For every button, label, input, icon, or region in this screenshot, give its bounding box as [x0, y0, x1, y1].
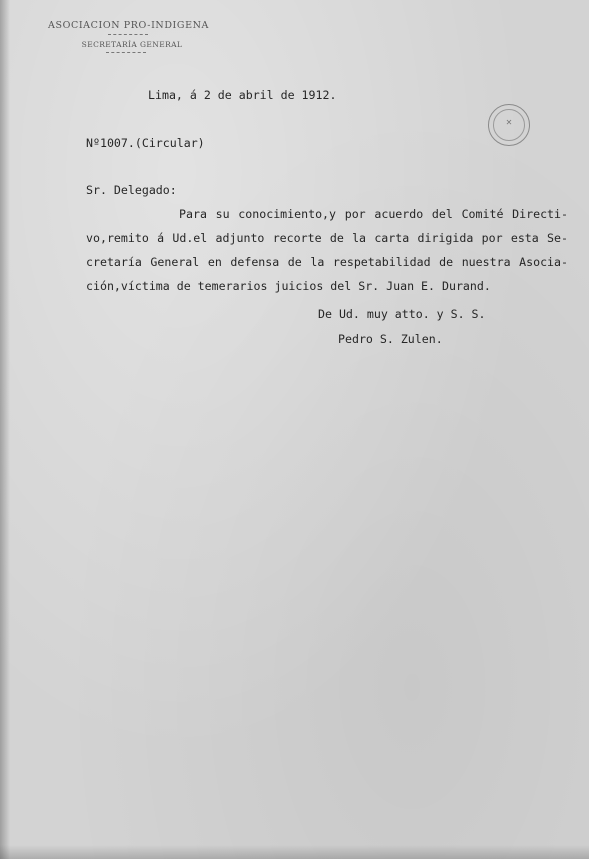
letterhead-divider	[108, 34, 148, 35]
body-line-4: ción,víctima de temerarios juicios del Sr. Juan E. Durand.	[86, 279, 491, 293]
letterhead	[48, 20, 208, 56]
salutation: Sr. Delegado:	[86, 183, 177, 197]
body-line-2: vo,remito á Ud.el adjunto recorte de la carta dirigida por esta Se-	[86, 231, 568, 245]
body-line-3: cretaría General en defensa de la respetabilidad de nuestra Asocia-	[86, 255, 568, 269]
page-edge-shadow	[0, 0, 10, 859]
signature-name: Pedro S. Zulen.	[338, 332, 443, 346]
letterhead-organization: ASOCIACION PRO-INDIGENA	[48, 20, 210, 31]
closing-formula: De Ud. muy atto. y S. S.	[318, 307, 486, 321]
letterhead-divider-lower	[106, 52, 146, 53]
page-bottom-shadow	[0, 845, 589, 859]
archive-stamp-icon	[488, 104, 530, 146]
letterhead-department: SECRETARÍA GENERAL	[81, 40, 183, 49]
body-line-1: Para su conocimiento,y por acuerdo del Comité Directi-	[179, 207, 568, 221]
stamp-mark-icon: ✕	[505, 118, 513, 127]
reference-number: Nº1007.(Circular)	[86, 136, 205, 150]
date-line: Lima, á 2 de abril de 1912.	[148, 88, 337, 102]
